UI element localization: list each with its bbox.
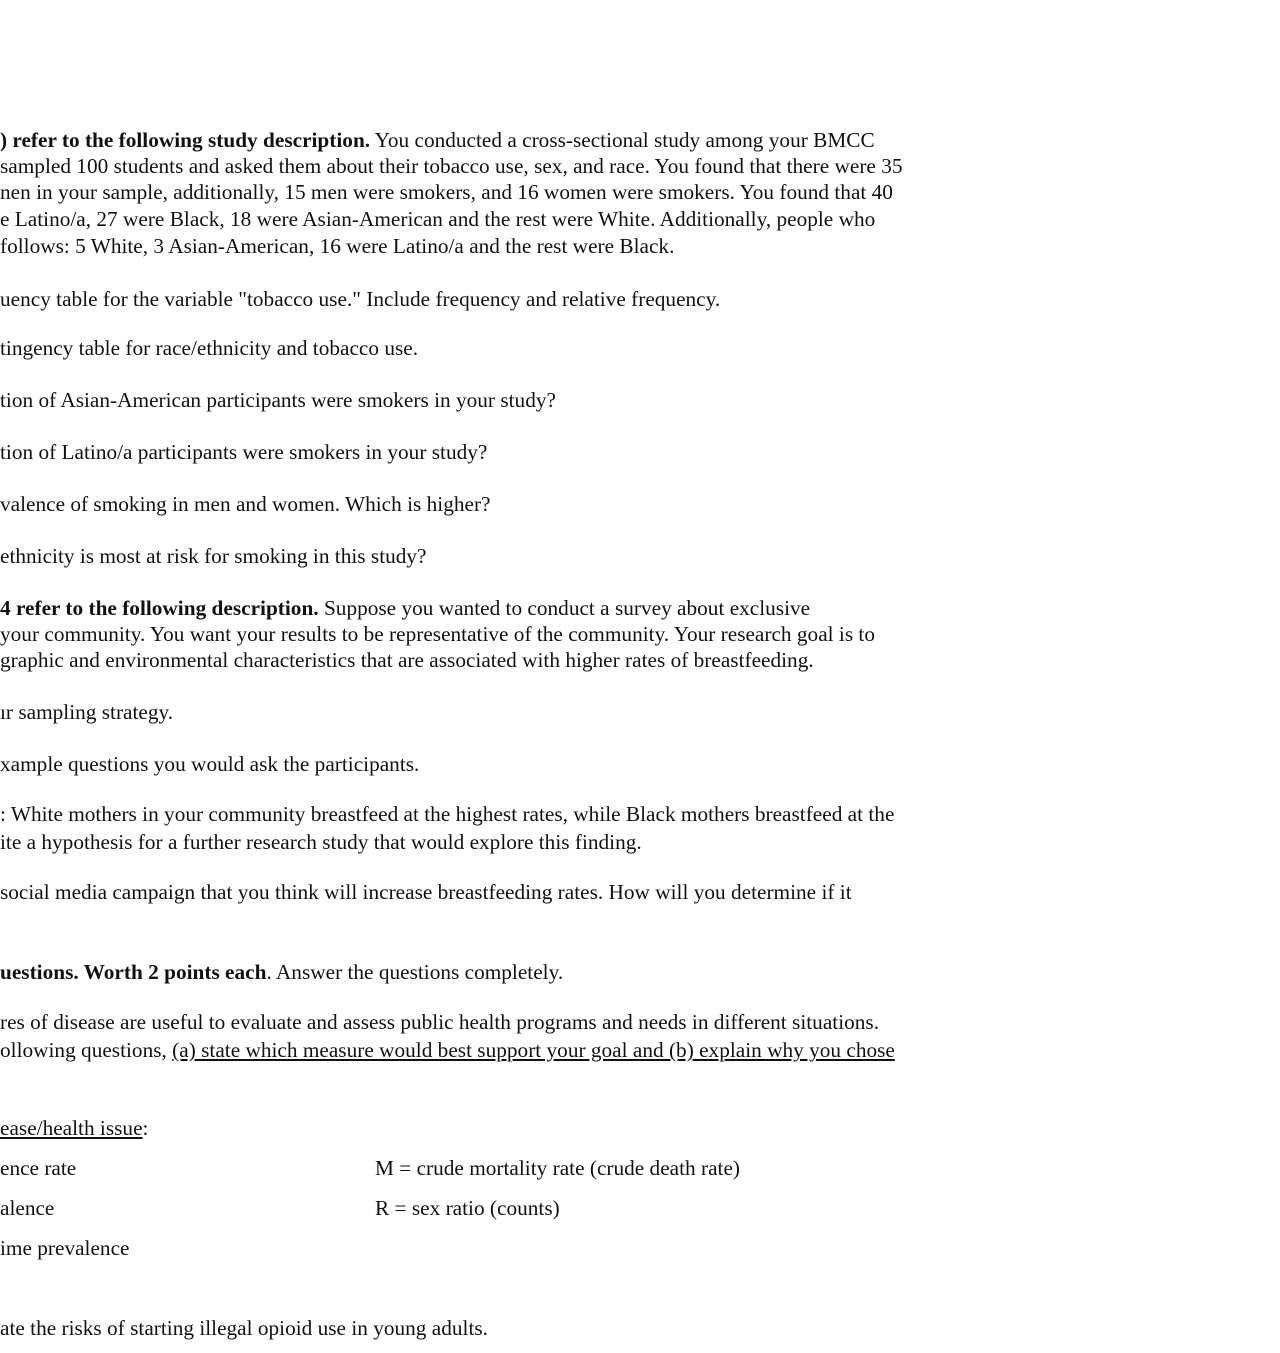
question-hypothesis-line-1: : White mothers in your community breastfeed at the highest rates, while Black mothers breastfeed at the <box>0 802 895 826</box>
measure-incidence-rate: ence rate <box>0 1156 77 1180</box>
study-description-line-2: sampled 100 students and asked them about their tobacco use, sex, and race. You found that there were 35 <box>0 154 903 178</box>
question-opioid-risk: ate the risks of starting illegal opioid use in young adults. <box>0 1316 488 1340</box>
question-contingency-table: tingency table for race/ethnicity and tobacco use. <box>0 336 419 360</box>
question-example-questions: xample questions you would ask the participants. <box>0 752 420 776</box>
study-description-text: You conducted a cross-sectional study among your BMCC <box>370 128 875 152</box>
measures-intro-plain: ollowing questions, <box>0 1038 173 1062</box>
study-description-lead: ) refer to the following study description. <box>0 128 371 152</box>
question-social-media-campaign: social media campaign that you think will increase breastfeeding rates. How will you determine if it <box>0 880 852 904</box>
measures-intro-line-1: res of disease are useful to evaluate and assess public health programs and needs in different situations. <box>0 1010 880 1034</box>
study-description-line-5: follows: 5 White, 3 Asian-American, 16 were Latino/a and the rest were Black. <box>0 234 675 258</box>
question-prevalence-men-women: valence of smoking in men and women. Which is higher? <box>0 492 491 516</box>
section-heading <box>0 959 563 985</box>
breastfeeding-description-lead: 4 refer to the following description. <box>0 596 319 620</box>
study-description-line-3: nen in your sample, additionally, 15 men were smokers, and 16 women were smokers. You found that 40 <box>0 180 893 204</box>
section-heading-bold: uestions. Worth 2 points each <box>0 960 267 984</box>
measure-prevalence: alence <box>0 1196 55 1220</box>
measure-lifetime-prevalence: ime prevalence <box>0 1236 130 1260</box>
question-frequency-table: uency table for the variable "tobacco use." Include frequency and relative frequency. <box>0 287 721 311</box>
breastfeeding-description-text: Suppose you wanted to conduct a survey about exclusive <box>318 596 811 620</box>
section-heading-text: . Answer the questions completely. <box>266 960 564 984</box>
breastfeeding-description-line-2: your community. You want your results to be representative of the community. Your research goal is to <box>0 622 875 646</box>
breastfeeding-description-line-1 <box>0 595 810 621</box>
measures-intro-line-2 <box>0 1037 895 1063</box>
question-latino-proportion: tion of Latino/a participants were smokers in your study? <box>0 440 488 464</box>
measure-sex-ratio: R = sex ratio (counts) <box>375 1196 560 1220</box>
disease-issue-label <box>0 1115 148 1141</box>
disease-issue-label-colon: : <box>142 1116 149 1140</box>
question-asian-american-proportion: tion of Asian-American participants were smokers in your study? <box>0 388 556 412</box>
question-sampling-strategy: ır sampling strategy. <box>0 700 174 724</box>
study-description-line-1 <box>0 127 875 153</box>
question-most-at-risk: ethnicity is most at risk for smoking in this study? <box>0 544 427 568</box>
measures-intro-underlined: (a) state which measure would best support your goal and (b) explain why you chose <box>172 1038 895 1062</box>
question-hypothesis-line-2: ite a hypothesis for a further research study that would explore this finding. <box>0 830 642 854</box>
measure-crude-mortality-rate: M = crude mortality rate (crude death rate) <box>375 1156 741 1180</box>
study-description-line-4: e Latino/a, 27 were Black, 18 were Asian-American and the rest were White. Additionally, people who <box>0 207 876 231</box>
breastfeeding-description-line-3: graphic and environmental characteristics that are associated with higher rates of breastfeeding. <box>0 648 814 672</box>
disease-issue-label-text: ease/health issue <box>0 1116 143 1140</box>
